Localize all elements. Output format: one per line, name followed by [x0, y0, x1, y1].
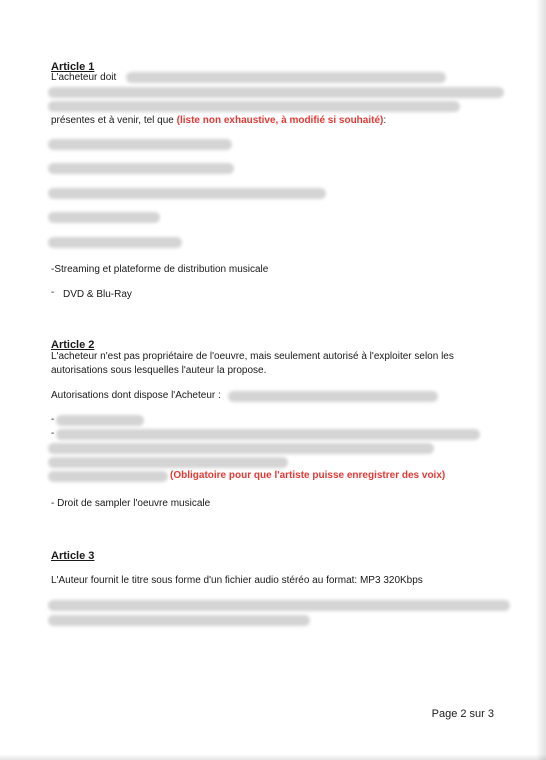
- redacted-list-item: [56, 415, 144, 426]
- article-1-presentes-line: [51, 115, 386, 127]
- redacted-list-item: [48, 237, 182, 248]
- redacted-list-item: [48, 163, 234, 174]
- redacted-list-item: [48, 443, 434, 454]
- redacted-text: [48, 600, 510, 611]
- article-1-dvd-item: DVD & Blu-Ray: [63, 289, 132, 300]
- article-2-heading: Article 2: [51, 339, 95, 351]
- article-3-heading: Article 3: [51, 550, 95, 562]
- article-1-streaming-item: -Streaming et plateforme de distribution musicale: [51, 264, 269, 275]
- redacted-text: [48, 87, 504, 98]
- presentes-text: présentes et à venir, tel que: [51, 115, 177, 126]
- redacted-list-item: [56, 429, 480, 440]
- presentes-colon: :: [383, 115, 387, 126]
- page-right-edge-shadow: [536, 0, 546, 760]
- article-1-heading: Article 1: [51, 61, 95, 73]
- redacted-text: [126, 72, 446, 83]
- article-1-red-note: (liste non exhaustive, à modifié si souhaité): [176, 115, 384, 126]
- article-2-dash-2: -: [51, 428, 55, 439]
- article-2-paragraph-line-2: autorisations sous lesquelles l'auteur la propose.: [51, 365, 267, 376]
- redacted-text: [48, 101, 460, 112]
- article-3-paragraph: L'Auteur fournit le titre sous forme d'un fichier audio stéréo au format: MP3 320Kbps: [51, 575, 423, 586]
- redacted-text: [48, 615, 310, 626]
- article-2-dash-1: -: [51, 414, 55, 425]
- article-2-paragraph-line-1: L'acheteur n'est pas propriétaire de l'oeuvre, mais seulement autorisé à l'exploiter selon les: [51, 351, 454, 362]
- redacted-list-item: [48, 471, 168, 482]
- article-1-line-start: L'acheteur doit: [51, 72, 117, 83]
- page-bottom-edge-shadow: [0, 754, 546, 760]
- article-1-dvd-bullet: -: [51, 287, 55, 298]
- article-2-droit-item: - Droit de sampler l'oeuvre musicale: [51, 498, 211, 509]
- redacted-list-item: [48, 188, 326, 199]
- article-2-red-note: (Obligatoire pour que l'artiste puisse enregistrer des voix): [170, 470, 446, 481]
- redacted-list-item: [48, 212, 160, 223]
- redacted-list-item: [48, 457, 288, 468]
- page-number: Page 2 sur 3: [431, 708, 494, 720]
- redacted-list-item: [48, 139, 232, 150]
- redacted-text: [228, 391, 438, 402]
- article-2-autorisations-label: Autorisations dont dispose l'Acheteur :: [51, 390, 221, 401]
